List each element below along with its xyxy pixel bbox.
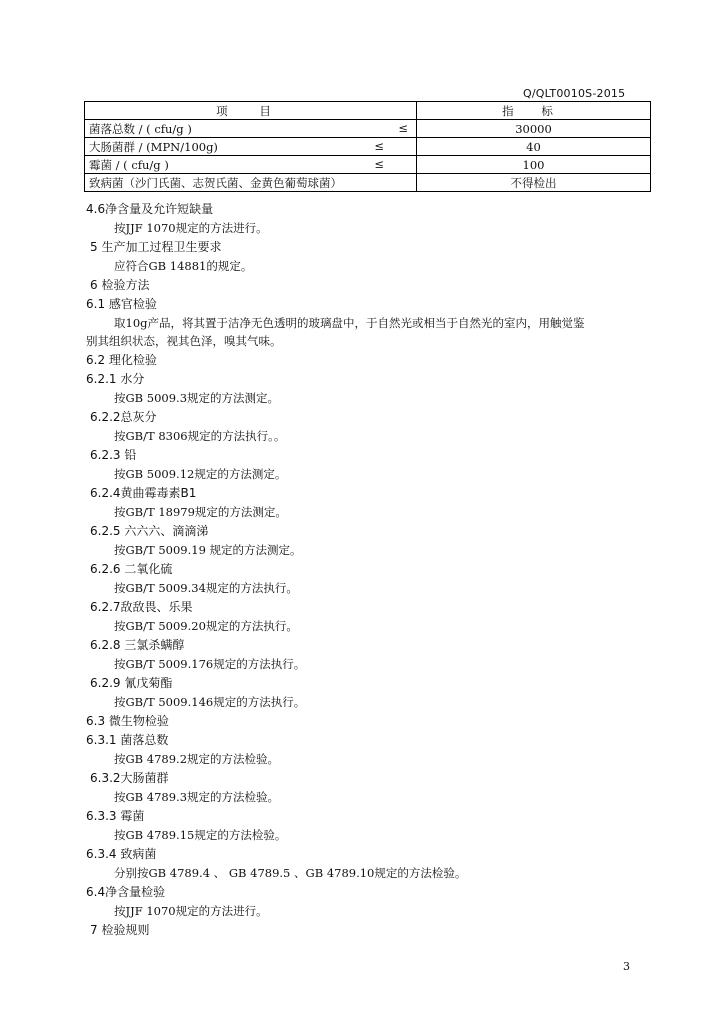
section-heading: 6.2.4黄曲霉毒素B1	[90, 486, 197, 500]
section-heading: 6.2 理化检验	[86, 353, 157, 367]
row-item: 菌落总数 / ( cfu/g )	[89, 121, 192, 136]
paragraph-line: 按GB 4789.3规定的方法检验。	[114, 790, 280, 804]
page-number: 3	[623, 960, 630, 973]
paragraph-line: 应符合GB 14881的规定。	[114, 259, 253, 273]
section-heading: 6.2.2总灰分	[90, 410, 157, 424]
section-heading: 7 检验规则	[90, 923, 150, 937]
row-comparator: ≤	[374, 156, 384, 171]
paragraph-line: 按GB 5009.3规定的方法测定。	[114, 391, 280, 405]
section-heading: 6.3 微生物检验	[86, 714, 169, 728]
row-comparator: ≤	[374, 138, 384, 153]
paragraph-line: 按GB 5009.12规定的方法测定。	[114, 467, 287, 481]
section-heading: 6.4净含量检验	[86, 885, 166, 899]
section-heading: 6.3.1 菌落总数	[86, 733, 169, 747]
section-heading: 6.2.9 氰戊菊酯	[90, 676, 173, 690]
row-item: 致病菌（沙门氏菌、志贺氏菌、金黄色葡萄球菌）	[89, 175, 342, 190]
paragraph-line: 按GB/T 5009.20规定的方法执行。	[114, 619, 298, 633]
paragraph-line: 取10g产品，将其置于洁净无色透明的玻璃盘中，于自然光或相当于自然光的室内，用触觉鉴	[114, 316, 585, 330]
row-value: 40	[417, 138, 651, 156]
section-heading: 6 检验方法	[90, 278, 150, 292]
section-heading: 6.2.5 六六六、滴滴涕	[90, 524, 209, 538]
table-row	[85, 138, 651, 156]
paragraph-line: 按GB/T 8306规定的方法执行。。	[114, 429, 286, 443]
paragraph-line: 按GB/T 18979规定的方法测定。	[114, 505, 287, 519]
paragraph-line: 按GB/T 5009.34规定的方法执行。	[114, 581, 298, 595]
row-item-cell	[85, 156, 417, 174]
row-comparator	[408, 175, 412, 191]
section-heading: 6.2.6 二氧化硫	[90, 562, 173, 576]
row-value: 不得检出	[417, 174, 651, 192]
header-indicator: 指 标	[417, 102, 651, 120]
paragraph-line: 按GB 4789.15规定的方法检验。	[114, 828, 287, 842]
table-header-row	[85, 102, 651, 120]
row-value: 100	[417, 156, 651, 174]
spec-table	[84, 101, 651, 192]
row-item-cell	[85, 174, 417, 192]
section-heading: 6.2.1 水分	[86, 372, 145, 386]
section-heading: 5 生产加工过程卫生要求	[90, 240, 222, 254]
paragraph-line: 按GB/T 5009.146规定的方法执行。	[114, 695, 306, 709]
section-heading: 6.2.3 铅	[90, 448, 137, 462]
section-heading: 6.1 感官检验	[86, 297, 157, 311]
paragraph-line: 按GB/T 5009.176规定的方法执行。	[114, 657, 306, 671]
row-comparator: ≤	[398, 120, 408, 135]
row-item-cell	[85, 138, 417, 156]
table-row	[85, 156, 651, 174]
section-heading: 6.3.3 霉菌	[86, 809, 145, 823]
section-heading: 6.3.2大肠菌群	[90, 771, 169, 785]
row-value: 30000	[417, 120, 651, 138]
paragraph-line: 按JJF 1070规定的方法进行。	[114, 221, 268, 235]
paragraph-line: 分别按GB 4789.4 、 GB 4789.5 、GB 4789.10规定的方法检验。	[114, 866, 467, 880]
header-item: 项 目	[85, 102, 417, 120]
row-item: 霉菌 / ( cfu/g )	[89, 157, 169, 172]
paragraph-line: 按GB/T 5009.19 规定的方法测定。	[114, 543, 302, 557]
table-row	[85, 120, 651, 138]
paragraph-line: 按GB 4789.2规定的方法检验。	[114, 752, 280, 766]
section-heading: 6.3.4 致病菌	[86, 847, 157, 861]
row-item-cell	[85, 120, 417, 138]
document-code: Q/QLT0010S-2015	[523, 87, 626, 100]
paragraph-line: 别其组织状态，视其色泽，嗅其气味。	[86, 334, 282, 348]
row-item: 大肠菌群 / (MPN/100g)	[89, 139, 218, 154]
paragraph-line: 按JJF 1070规定的方法进行。	[114, 904, 268, 918]
section-heading: 6.2.8 三氯杀螨醇	[90, 638, 185, 652]
section-heading: 6.2.7敌敌畏、乐果	[90, 600, 193, 614]
section-heading: 4.6净含量及允许短缺量	[86, 202, 214, 216]
table-row	[85, 174, 651, 192]
